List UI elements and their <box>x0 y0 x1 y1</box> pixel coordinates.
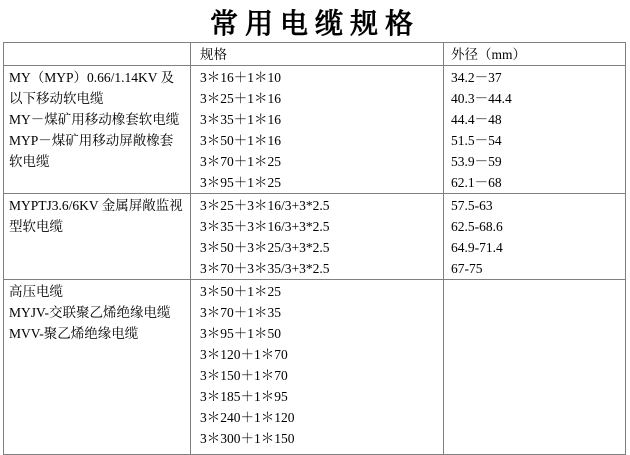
spec-value: 3＊70＋3＊35/3+3*2.5 <box>200 261 330 276</box>
spec-cell <box>191 66 444 194</box>
col-header-diameter: 外径（mm） <box>444 43 626 66</box>
spec-value: 3＊25＋3＊16/3+3*2.5 <box>200 198 330 213</box>
diameter-value: 62.1－68 <box>451 175 502 190</box>
cable-type-cell <box>4 194 191 280</box>
cable-type-text: MVV-聚乙烯绝缘电缆 <box>9 326 139 341</box>
spec-value: 3＊70＋1＊25 <box>200 154 281 169</box>
spec-value: 3＊300＋1＊150 <box>200 431 295 446</box>
page-title: 常用电缆规格 <box>209 9 420 40</box>
cable-type-text: MYP－煤矿用移动屏敞橡套软电缆 <box>9 133 174 169</box>
diameter-value: 40.3－44.4 <box>451 91 512 106</box>
spec-value: 3＊150＋1＊70 <box>200 368 288 383</box>
spec-value: 3＊185＋1＊95 <box>200 389 288 404</box>
spec-value: 3＊50＋1＊16 <box>200 133 281 148</box>
spec-value: 3＊35＋1＊16 <box>200 112 281 127</box>
cable-type-text: MY（MYP）0.66/1.14KV 及以下移动软电缆 <box>9 70 175 106</box>
table-row <box>4 194 626 280</box>
diameter-cell <box>444 66 626 194</box>
diameter-value: 62.5-68.6 <box>451 219 503 234</box>
spec-cell <box>191 280 444 455</box>
spec-value: 3＊25＋1＊16 <box>200 91 281 106</box>
cable-spec-table <box>3 42 626 455</box>
diameter-value: 57.5-63 <box>451 198 493 213</box>
header-row <box>4 43 626 66</box>
spec-value: 3＊35＋3＊16/3+3*2.5 <box>200 219 330 234</box>
spec-value: 3＊120＋1＊70 <box>200 347 288 362</box>
diameter-cell <box>444 194 626 280</box>
cable-type-text: 高压电缆 <box>9 284 63 299</box>
spec-value: 3＊95＋1＊25 <box>200 175 281 190</box>
spec-cell <box>191 194 444 280</box>
cable-type-text: MY－煤矿用移动橡套软电缆 <box>9 112 180 127</box>
diameter-value: 53.9－59 <box>451 154 502 169</box>
spec-value: 3＊16＋1＊10 <box>200 70 281 85</box>
cable-type-text: MYPTJ3.6/6KV 金属屏敞监视型软电缆 <box>9 198 183 234</box>
diameter-value: 51.5－54 <box>451 133 502 148</box>
diameter-value: 64.9-71.4 <box>451 240 503 255</box>
diameter-value: 67-75 <box>451 261 483 276</box>
cable-type-text: MYJV-交联聚乙烯绝缘电缆 <box>9 305 171 320</box>
spec-value: 3＊95＋1＊50 <box>200 326 281 341</box>
cable-type-cell <box>4 280 191 455</box>
col-header-spec: 规格 <box>191 43 444 66</box>
spec-value: 3＊240＋1＊120 <box>200 410 295 425</box>
spec-value: 3＊50＋1＊25 <box>200 284 281 299</box>
spec-value: 3＊70＋1＊35 <box>200 305 281 320</box>
diameter-value: 34.2－37 <box>451 70 502 85</box>
spec-value: 3＊50＋3＊25/3+3*2.5 <box>200 240 330 255</box>
diameter-cell <box>444 280 626 455</box>
cable-type-cell <box>4 66 191 194</box>
table-row <box>4 280 626 455</box>
diameter-value: 44.4－48 <box>451 112 502 127</box>
table-row <box>4 66 626 194</box>
col-header-type <box>4 43 191 66</box>
